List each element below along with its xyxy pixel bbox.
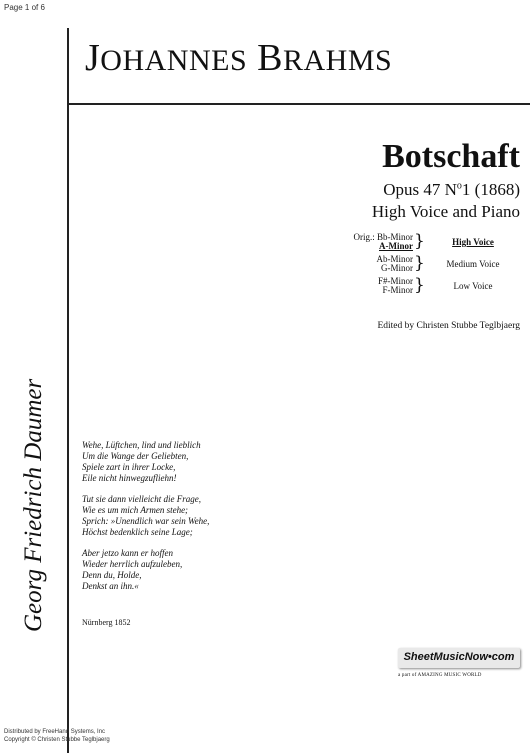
poem-line: Denkst an ihn.«	[82, 581, 139, 591]
vertical-rule	[67, 28, 69, 753]
song-title: Botschaft	[382, 138, 520, 175]
composer-first-initial: J	[85, 37, 101, 79]
key-alternate: A-Minor	[379, 241, 413, 251]
brace-icon: }	[414, 231, 425, 251]
poet-name: Georg Friedrich Daumer	[20, 378, 47, 632]
key-group-medium	[350, 255, 520, 273]
composer-first-rest: OHANNES	[100, 44, 248, 77]
key-table	[350, 233, 520, 295]
poem-line: Tut sie dann vielleicht die Frage,	[82, 494, 201, 504]
composer-name	[85, 36, 392, 80]
key-original: Ab-Minor	[376, 254, 413, 264]
poem-line: Höchst bedenklich seine Lage;	[82, 527, 193, 537]
voice-label: Medium Voice	[446, 259, 500, 269]
voice-label: High Voice	[452, 237, 494, 247]
voice-line: High Voice and Piano	[371, 202, 520, 221]
poem-line: Eile nicht hinwegzufliehn!	[82, 473, 177, 483]
opus-prefix: Opus 47 N	[383, 180, 457, 199]
sheetmusicnow-logo[interactable]	[398, 648, 520, 668]
editor-credit: Edited by Christen Stubbe Teglbjaerg	[377, 321, 520, 331]
poem-stanza	[82, 548, 209, 592]
brace-icon: }	[414, 253, 425, 273]
footer-copyright: Copyright © Christen Stubbe Teglbjaerg	[4, 737, 110, 743]
voice-label: Low Voice	[453, 281, 493, 291]
composer-last-initial: B	[257, 37, 283, 79]
opus-suffix: 1 (1868)	[461, 180, 520, 199]
poem-line: Wieder herrlich aufzuleben,	[82, 559, 183, 569]
logo-text: SheetMusicNow•com	[403, 651, 515, 663]
poem-line: Aber jetzo kann er hoffen	[82, 548, 173, 558]
poem-stanza	[82, 440, 209, 484]
footer-distributed: Distributed by FreeHand Systems, Inc	[4, 729, 106, 735]
poem-place-date: Nürnberg 1852	[82, 618, 131, 627]
key-names	[354, 233, 414, 251]
key-group-high	[350, 233, 520, 251]
opus-line	[383, 180, 520, 200]
key-alternate: G-Minor	[381, 263, 413, 273]
opus-sup: o	[456, 180, 462, 192]
poem-text	[82, 440, 209, 602]
poem-line: Sprich: »Unendlich war sein Wehe,	[82, 516, 210, 526]
key-original: F#-Minor	[377, 276, 413, 286]
key-original: Orig.: Bb-Minor	[353, 232, 413, 242]
logo-subtitle: a part of AMAZING MUSIC WORLD	[398, 673, 482, 678]
horizontal-rule	[67, 103, 530, 105]
poem-line: Um die Wange der Geliebten,	[82, 451, 189, 461]
poem-line: Denn du, Holde,	[82, 570, 142, 580]
poem-line: Wehe, Lüftchen, lind und lieblich	[82, 440, 201, 450]
key-names	[377, 255, 414, 273]
key-names	[378, 277, 413, 295]
poem-line: Spiele zart in ihrer Locke,	[82, 462, 176, 472]
key-group-low	[350, 277, 520, 295]
brace-icon: }	[414, 275, 425, 295]
composer-last-rest: RAHMS	[283, 44, 393, 77]
key-alternate: F-Minor	[382, 285, 413, 295]
poem-line: Wie es um mich Armen stehe;	[82, 505, 189, 515]
page-number: Page 1 of 6	[4, 3, 45, 12]
poem-stanza	[82, 494, 209, 538]
